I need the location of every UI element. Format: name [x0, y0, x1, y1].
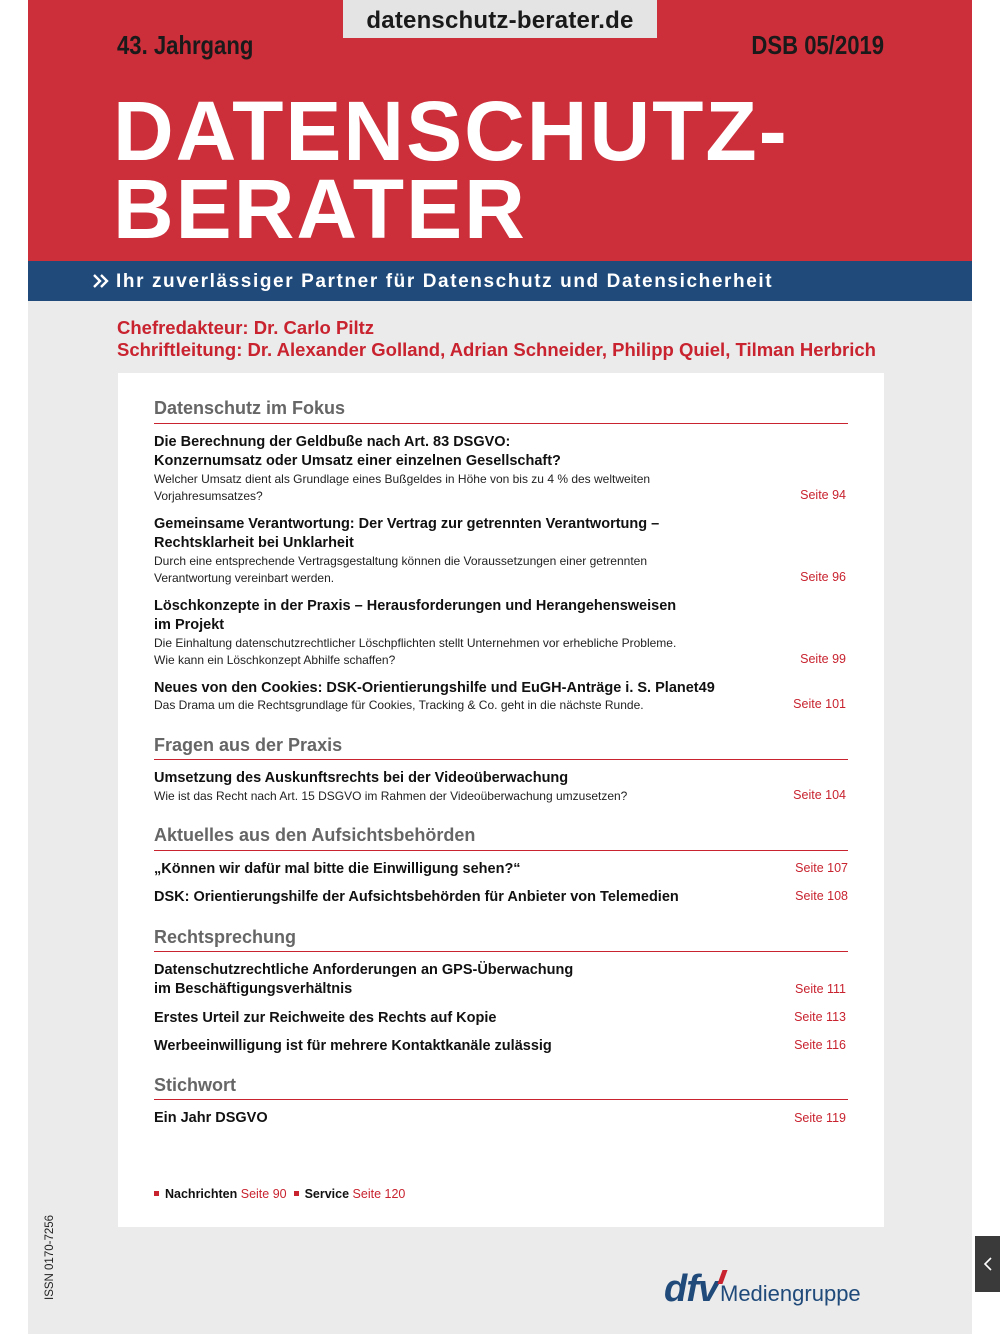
issn-label: ISSN 0170-7256 — [44, 1214, 56, 1300]
section-title: Fragen aus der Praxis — [154, 735, 343, 755]
article-title[interactable]: Gemeinsame Verantwortung: Der Vertrag zur getrennten Verantwortung – Rechtsklarheit bei Unklarheit — [154, 516, 660, 551]
sidebar-toggle-button[interactable] — [975, 1236, 1000, 1292]
article-title[interactable]: „Können wir dafür mal bitte die Einwilligung sehen?“ — [154, 861, 521, 877]
editorial-board: Schriftleitung: Dr. Alexander Golland, Adrian Schneider, Philipp Quiel, Tilman Herbrich — [117, 339, 876, 360]
bullet-icon — [154, 1191, 159, 1196]
section-divider — [154, 1099, 848, 1100]
section-title: Aktuelles aus den Aufsichtsbehörden — [154, 825, 476, 845]
article-title[interactable]: Umsetzung des Auskunftsrechts bei der Videoüberwachung — [154, 770, 569, 786]
page-reference[interactable]: Seite 101 — [793, 697, 846, 711]
editors-block — [117, 317, 876, 361]
article-title[interactable]: Die Berechnung der Geldbuße nach Art. 83 DSGVO: Konzernumsatz oder Umsatz einer einzelnen Gesellschaft? — [154, 434, 561, 469]
article-title[interactable]: Neues von den Cookies: DSK-Orientierungshilfe und EuGH-Anträge i. S. Planet49 — [154, 680, 715, 696]
chief-editor: Chefredakteur: Dr. Carlo Piltz — [117, 317, 375, 338]
service-page-link[interactable]: Seite 120 — [352, 1187, 406, 1201]
section-title: Stichwort — [154, 1075, 237, 1095]
chevron-left-icon — [983, 1256, 993, 1272]
article-description: Das Drama um die Rechtsgrundlage für Cookies, Tracking & Co. geht in die nächste Runde. — [154, 698, 644, 712]
article-description: Die Einhaltung datenschutzrechtlicher Löschpflichten stellt Unternehmen vor erhebliche Probleme. Wie kann ein Löschkonzept Abhilfe schaffen? — [154, 636, 677, 667]
tagline-band — [28, 261, 972, 301]
publisher-logo — [664, 1268, 861, 1311]
article-title[interactable]: Datenschutzrechtliche Anforderungen an GPS-Überwachung im Beschäftigungsverhältnis — [154, 962, 574, 997]
section-divider — [154, 423, 848, 424]
publisher-name: Mediengruppe — [720, 1281, 861, 1306]
website-label[interactable]: datenschutz-berater.de — [343, 0, 657, 38]
section-divider — [154, 759, 848, 760]
page-reference[interactable]: Seite 94 — [800, 488, 846, 502]
table-of-contents — [118, 373, 884, 1227]
section-divider — [154, 951, 848, 952]
news-label: Nachrichten — [165, 1187, 238, 1201]
bullet-icon — [294, 1191, 299, 1196]
article-description: Welcher Umsatz dient als Grundlage eines Bußgeldes in Höhe von bis zu 4 % des weltweiten Vorjahresumsatzes? — [154, 472, 651, 503]
page-reference[interactable]: Seite 96 — [800, 570, 846, 584]
article-title[interactable]: Ein Jahr DSGVO — [154, 1110, 268, 1126]
publisher-brand: dfv — [664, 1268, 718, 1310]
issue-label: DSB 05/2019 — [751, 30, 884, 60]
section-title: Rechtsprechung — [154, 927, 297, 947]
article-description: Durch eine entsprechende Vertragsgestaltung können die Voraussetzungen einer getrennten Verantwortung vereinbart werden. — [154, 554, 648, 585]
section-divider — [154, 850, 848, 851]
tagline: Ihr zuverlässiger Partner für Datenschutz und Datensicherheit — [116, 271, 774, 292]
article-title[interactable]: Werbeeinwilligung ist für mehrere Kontaktkanäle zulässig — [154, 1038, 552, 1054]
footer-navigation — [154, 1187, 405, 1201]
page-reference[interactable]: Seite 119 — [794, 1111, 846, 1125]
service-label: Service — [304, 1187, 350, 1201]
section-title: Datenschutz im Fokus — [154, 398, 346, 418]
page-reference[interactable]: Seite 108 — [795, 889, 848, 903]
article-description: Wie ist das Recht nach Art. 15 DSGVO im Rahmen der Videoüberwachung umzusetzen? — [154, 789, 628, 803]
article-title[interactable]: DSK: Orientierungshilfe der Aufsichtsbehörden für Anbieter von Telemedien — [154, 889, 679, 905]
page-reference[interactable]: Seite 107 — [795, 861, 848, 875]
page-reference[interactable]: Seite 113 — [794, 1010, 846, 1024]
journal-title — [113, 84, 789, 256]
journal-title-line-2: BERATER — [113, 162, 527, 256]
page-reference[interactable]: Seite 116 — [794, 1038, 846, 1052]
journal-title-line-1: DATENSCHUTZ- — [113, 84, 789, 178]
double-chevron-right-icon — [92, 273, 112, 289]
article-title[interactable]: Löschkonzepte in der Praxis – Herausforderungen und Herangehensweisen im Projekt — [154, 598, 677, 633]
volume-label: 43. Jahrgang — [117, 30, 254, 60]
page-reference[interactable]: Seite 104 — [793, 788, 846, 802]
page-reference[interactable]: Seite 111 — [795, 982, 846, 996]
article-title[interactable]: Erstes Urteil zur Reichweite des Rechts auf Kopie — [154, 1010, 497, 1026]
page-reference[interactable]: Seite 99 — [800, 652, 846, 666]
news-page-link[interactable]: Seite 90 — [240, 1187, 287, 1201]
